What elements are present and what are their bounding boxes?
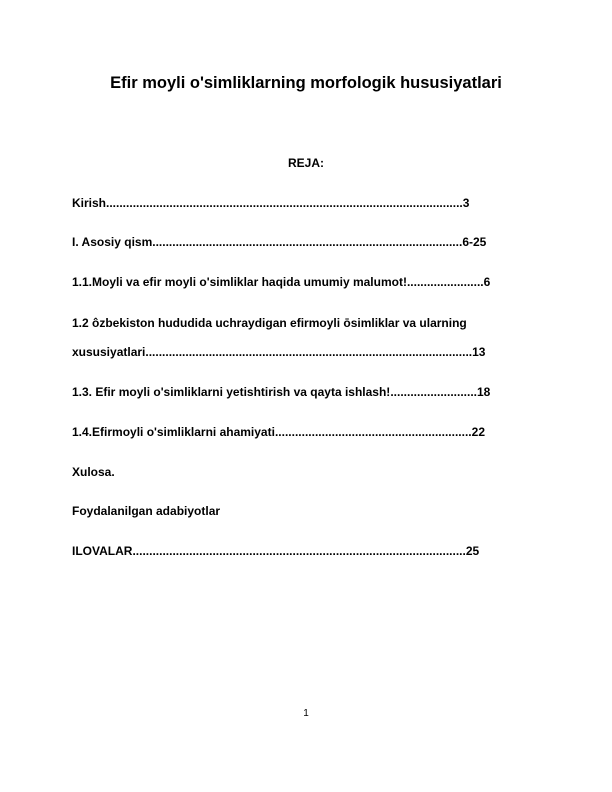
toc-page-number: 18 <box>477 385 491 399</box>
toc-leader-dots: ....................... <box>406 275 484 289</box>
toc-page-number: 13 <box>472 345 486 359</box>
toc-entry-text: 1.3. Efir moyli o'simliklarni yetishtirish va qayta ishlash! <box>72 385 391 399</box>
toc-page-number: 6 <box>483 275 491 289</box>
toc-entry-text: I. Asosiy qism <box>72 235 153 249</box>
toc-entry-xulosa <box>72 465 115 479</box>
plan-heading: REJA: <box>287 156 324 170</box>
toc-entry-text: xususiyatlari <box>72 345 146 359</box>
toc-page-number: 22 <box>471 425 486 439</box>
toc-entry-1-4 <box>72 425 485 439</box>
toc-leader-dots: ........................................................... <box>274 425 472 439</box>
toc-entry-text: Kirish <box>72 196 107 210</box>
toc-entry-text: ILOVALAR <box>72 544 133 558</box>
toc-entry-1-3 <box>72 385 490 399</box>
toc-entry-asosiy-qism <box>72 235 486 249</box>
toc-page-number: 25 <box>465 544 480 558</box>
toc-entry-text: 1.2 ôzbekiston hududida uchraydigan efirmoyli ōsimliklar va ularning <box>72 316 467 330</box>
toc-page-number: 6-25 <box>462 235 487 249</box>
toc-entry-1-1 <box>72 275 490 289</box>
toc-leader-dots: ........................................................................................................... <box>106 196 463 210</box>
toc-entry-text: Foydalanilgan adabiyotlar <box>72 504 221 518</box>
toc-leader-dots: .................................................................................................. <box>145 345 473 359</box>
toc-leader-dots: ............................................................................................. <box>152 235 463 249</box>
toc-entry-text: Xulosa. <box>72 465 115 479</box>
toc-page-number: 3 <box>462 196 470 210</box>
page-number: 1 <box>303 708 309 719</box>
toc-entry-ilovalar <box>72 544 479 558</box>
toc-entry-text: 1.4.Efirmoyli o'simliklarni ahamiyati <box>72 425 275 439</box>
toc-entry-adabiyotlar <box>72 504 220 518</box>
toc-leader-dots: .................................................................................................... <box>132 544 466 558</box>
toc-entry-1-2 <box>72 316 467 330</box>
toc-entry-kirish <box>72 196 469 210</box>
document-title: Efir moyli o'simliklarning morfologik hususiyatlari <box>110 74 502 92</box>
toc-entry-1-2-continued <box>72 345 485 359</box>
toc-entry-text: 1.1.Moyli va efir moyli o'simliklar haqida umumiy malumot! <box>72 275 407 289</box>
toc-leader-dots: .......................... <box>390 385 477 399</box>
